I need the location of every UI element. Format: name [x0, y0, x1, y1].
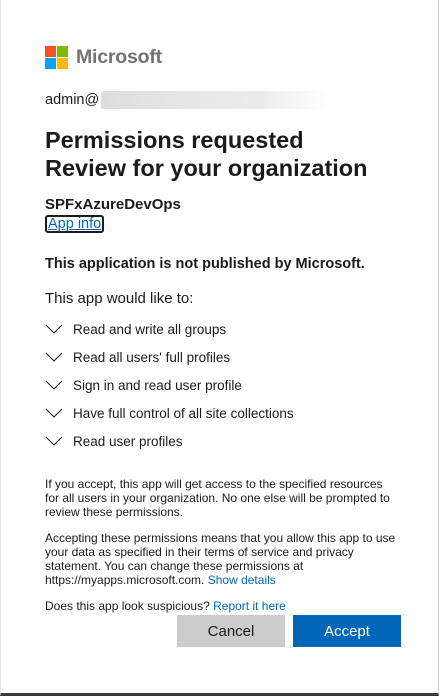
app-name: SPFxAzureDevOps	[45, 196, 181, 213]
chevron-down-icon	[45, 436, 63, 448]
account-prefix: admin@	[45, 92, 100, 108]
permissions-intro: This app would like to:	[45, 290, 194, 307]
account-redaction	[101, 91, 329, 109]
accept-button[interactable]: Accept	[293, 615, 401, 647]
permission-item[interactable]	[45, 343, 397, 371]
brand-header	[45, 44, 397, 70]
page-title	[45, 126, 397, 182]
access-info-text: If you accept, this app will get access to the specified resources for all users in your organization. No one else will be prompted to review these permissions.	[45, 477, 390, 519]
permission-label: Read and write all groups	[73, 321, 227, 337]
permission-item[interactable]	[45, 427, 397, 455]
consent-dialog	[45, 44, 397, 613]
action-buttons	[177, 615, 401, 647]
microsoft-logo-icon	[45, 46, 68, 69]
app-info-link[interactable]: App info	[45, 215, 104, 233]
chevron-down-icon	[45, 352, 63, 364]
cancel-button[interactable]: Cancel	[177, 615, 285, 647]
publisher-notice: This application is not published by Microsoft.	[45, 256, 365, 272]
permission-label: Read all users' full profiles	[73, 349, 231, 365]
suspicious-question: Does this app look suspicious?	[45, 599, 210, 613]
suspicious-row	[45, 599, 397, 613]
terms-info-text: Accepting these permissions means that you allow this app to use your data as specified in their terms of service and privacy statement. You can change these permissions at https://myapps.microsoft.com.	[45, 531, 396, 587]
permission-label: Have full control of all site collections	[73, 405, 294, 421]
permission-label: Sign in and read user profile	[73, 377, 242, 393]
permission-item[interactable]	[45, 315, 397, 343]
chevron-down-icon	[45, 408, 63, 420]
chevron-down-icon	[45, 380, 63, 392]
permission-label: Read user profiles	[73, 433, 183, 449]
permission-item[interactable]	[45, 399, 397, 427]
terms-info	[45, 531, 397, 587]
title-line-1: Permissions requested	[45, 127, 304, 153]
permission-item[interactable]	[45, 371, 397, 399]
permission-list	[45, 315, 397, 455]
report-link[interactable]: Report it here	[213, 599, 286, 613]
show-details-link[interactable]: Show details	[207, 573, 276, 587]
account-identifier	[45, 90, 397, 110]
title-line-2: Review for your organization	[45, 155, 368, 181]
chevron-down-icon	[45, 324, 63, 336]
brand-name: Microsoft	[76, 45, 162, 68]
